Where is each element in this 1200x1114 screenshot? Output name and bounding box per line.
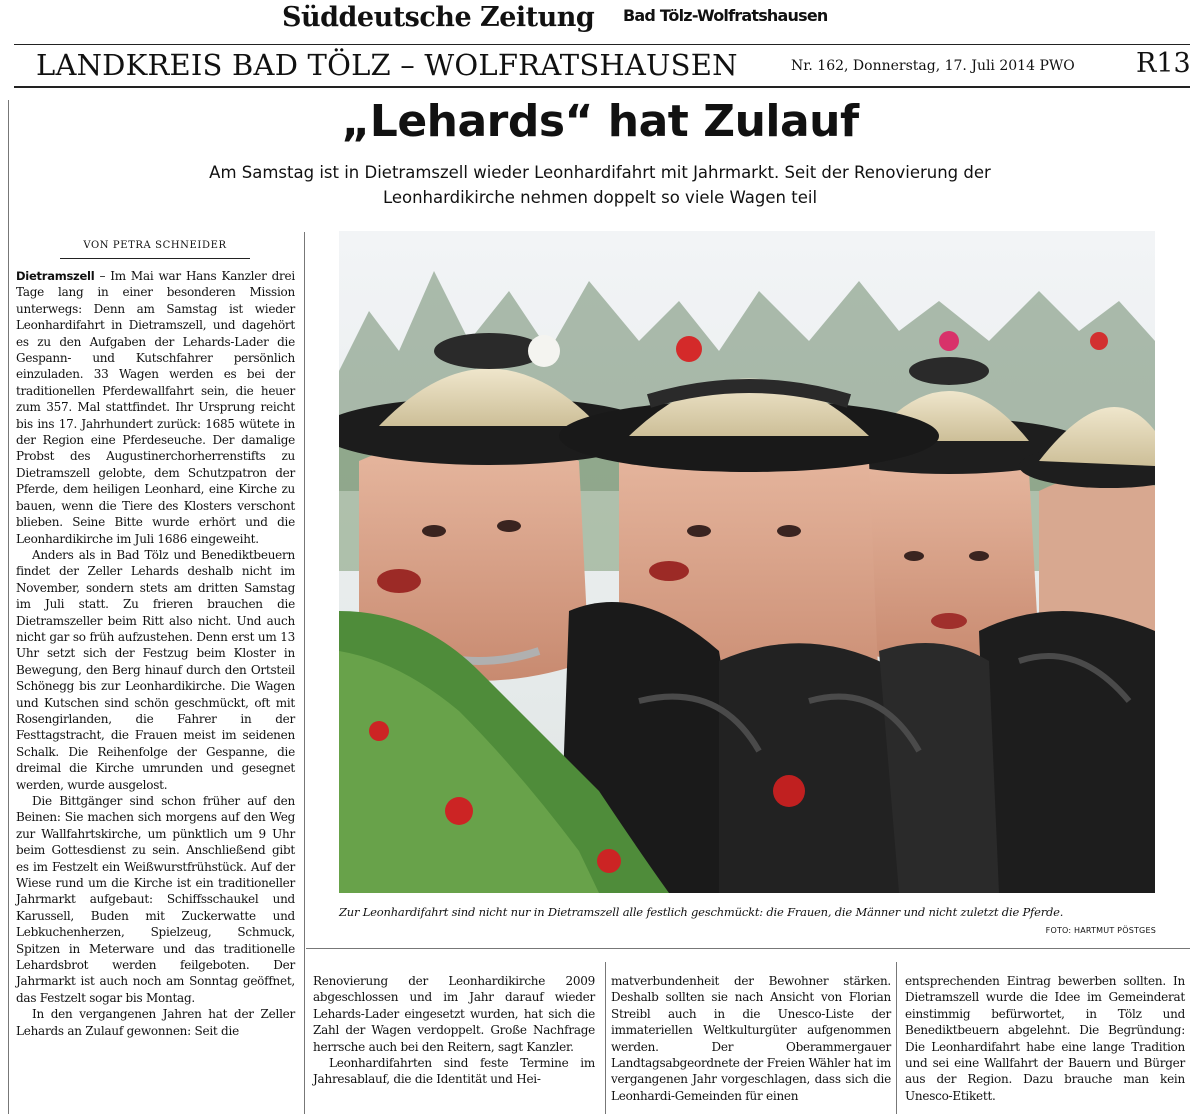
column-rule — [605, 962, 606, 1114]
section-title: LANDKREIS BAD TÖLZ – WOLFRATSHAUSEN — [36, 48, 738, 82]
paragraph: In den vergangenen Jahren hat der Zeller Lehards an Zulauf gewonnen: Seit die — [16, 1007, 295, 1038]
photo-caption: Zur Leonhardifahrt sind nicht nur in Dietramszell alle festlich geschmückt: die Frauen, die Männer und nicht zuletzt die Pferde. — [339, 905, 1064, 919]
paragraph — [16, 268, 295, 547]
byline-rule — [60, 258, 250, 259]
photo-credit: FOTO: HARTMUT PÖSTGES — [1045, 926, 1156, 935]
paragraph: Leonhardifahrten sind feste Termine im Jahresablauf, die die Identität und Hei- — [313, 1056, 595, 1087]
section-rule-top — [14, 44, 1190, 45]
page-edge-rule — [8, 100, 9, 1114]
article-photo — [339, 231, 1155, 893]
page-number: R13 — [1136, 48, 1191, 79]
photo-rule — [306, 948, 1190, 949]
photo-women-traditional-costume — [339, 231, 1155, 893]
article-column-2 — [313, 973, 595, 1088]
article-headline: „Lehards“ hat Zulauf — [341, 96, 859, 147]
paragraph: Anders als in Bad Tölz und Benediktbeuern findet der Zeller Lehards deshalb nicht im November, sondern stets am dritten Samstag im Juli statt. Zu frieren brauchen die Dietramszeller beim Ritt also nicht. Und auch nicht gar so früh aufzustehen. Denn erst um 13 Uhr setzt sich der Festzug beim Kloster in Bewegung, den Berg hinauf durch den Ortsteil Schönegg bis zur Leonhardikirche. Die Wagen und Kutschen sind schön geschmückt, oft mit Rosengirlanden, die Fahrer in der Festtagstracht, die Frauen meist im seidenen Schalk. Die Reihenfolge der Gespanne, die dreimal die Kirche umrunden und gesegnet werden, wurde ausgelost. — [16, 547, 295, 792]
article-column-3 — [611, 973, 891, 1104]
newspaper-name: Süddeutsche Zeitung — [282, 2, 595, 33]
paragraph: matverbundenheit der Bewohner stärken. Deshalb sollten sie nach Ansicht von Florian Streibl auch in die Unesco-Liste der immateriellen Weltkulturgüter aufgenommen werden. Der Oberammergauer Landtagsabgeordnete der Freien Wähler hat im vergangenen Jahr vorgeschlagen, dass sich die Leonhardi-Gemeinden für einen — [611, 974, 891, 1103]
section-rule-bottom — [14, 86, 1190, 88]
article-column-4 — [905, 973, 1185, 1104]
column-rule — [304, 232, 305, 1114]
regional-edition: Bad Tölz-Wolfratshausen — [623, 6, 828, 25]
paragraph-text: – Im Mai war Hans Kanzler drei Tage lang in einer besonderen Mission unterwegs: Denn am Samstag ist wieder Leonhardifahrt in Dietramszell, und dagehört es zu den Aufgaben der Lehards-Lader die Gespann- und Kutschfahrer persönlich einzuladen. 33 Wagen werden es bei der traditionellen Pferdewallfahrt sein, die heuer zum 357. Mal stattfindet. Ihr Ursprung reicht bis ins 17. Jahrhundert zurück: 1685 wütete in der Region eine Pferdeseuche. Der damalige Probst des Augustinerchorherrenstifts zu Dietramszell gelobte, dem Schutzpatron der Pferde, dem heiligen Leonhard, eine Kirche zu bauen, wenn die Tiere des Klosters verschont blieben. Seine Bitte wurde erhört und die Leonhardikirche im Juli 1686 eingeweiht. — [16, 269, 295, 546]
byline: VON PETRA SCHNEIDER — [83, 240, 227, 251]
article-subheadline: Am Samstag ist in Dietramszell wieder Leonhardifahrt mit Jahrmarkt. Seit der Renovierung der Leonhardikirche nehmen doppelt so viele Wagen teil — [209, 163, 991, 207]
issue-info: Nr. 162, Donnerstag, 17. Juli 2014 PWO — [791, 58, 1075, 74]
masthead — [0, 0, 1200, 40]
column-rule — [896, 962, 897, 1114]
paragraph: Renovierung der Leonhardikirche 2009 abgeschlossen und im Jahr darauf wieder Lehards-Lader eingesetzt wurden, hat sich die Zahl der Wagen verdoppelt. Große Nachfrage herrsche auch bei den Reitern, sagt Kanzler. — [313, 974, 595, 1054]
article-column-1 — [16, 268, 295, 1039]
paragraph: Die Bittgänger sind schon früher auf den Beinen: Sie machen sich morgens auf den Weg zur Wallfahrtskirche, um pünktlich um 9 Uhr beim Gottesdienst zu sein. Anschließend gibt es im Festzelt ein Weißwurstfrühstück. Auf der Wiese rund um die Kirche ist ein traditioneller Jahrmarkt aufgebaut: Schiffsschaukel und Karussell, Buden mit Zuckerwatte und Lebkuchenherzen, Spielzeug, Schmuck, Spitzen in Meterware und das traditionelle Lehardsbrot werden feilgeboten. Der Jahrmarkt ist auch noch am Sonntag geöffnet, das Festzelt sogar bis Montag. — [16, 794, 295, 1005]
paragraph: entsprechenden Eintrag bewerben sollten. In Dietramszell wurde die Idee im Gemeinderat einstimmig befürwortet, in Tölz und Benediktbeuern abgelehnt. Die Begründung: Die Leonhardifahrt habe eine lange Tradition und sei eine Wallfahrt der Bauern und Bürger aus der Region. Dazu brauche man kein Unesco-Etikett. — [905, 974, 1185, 1103]
dateline: Dietramszell — [16, 269, 95, 283]
